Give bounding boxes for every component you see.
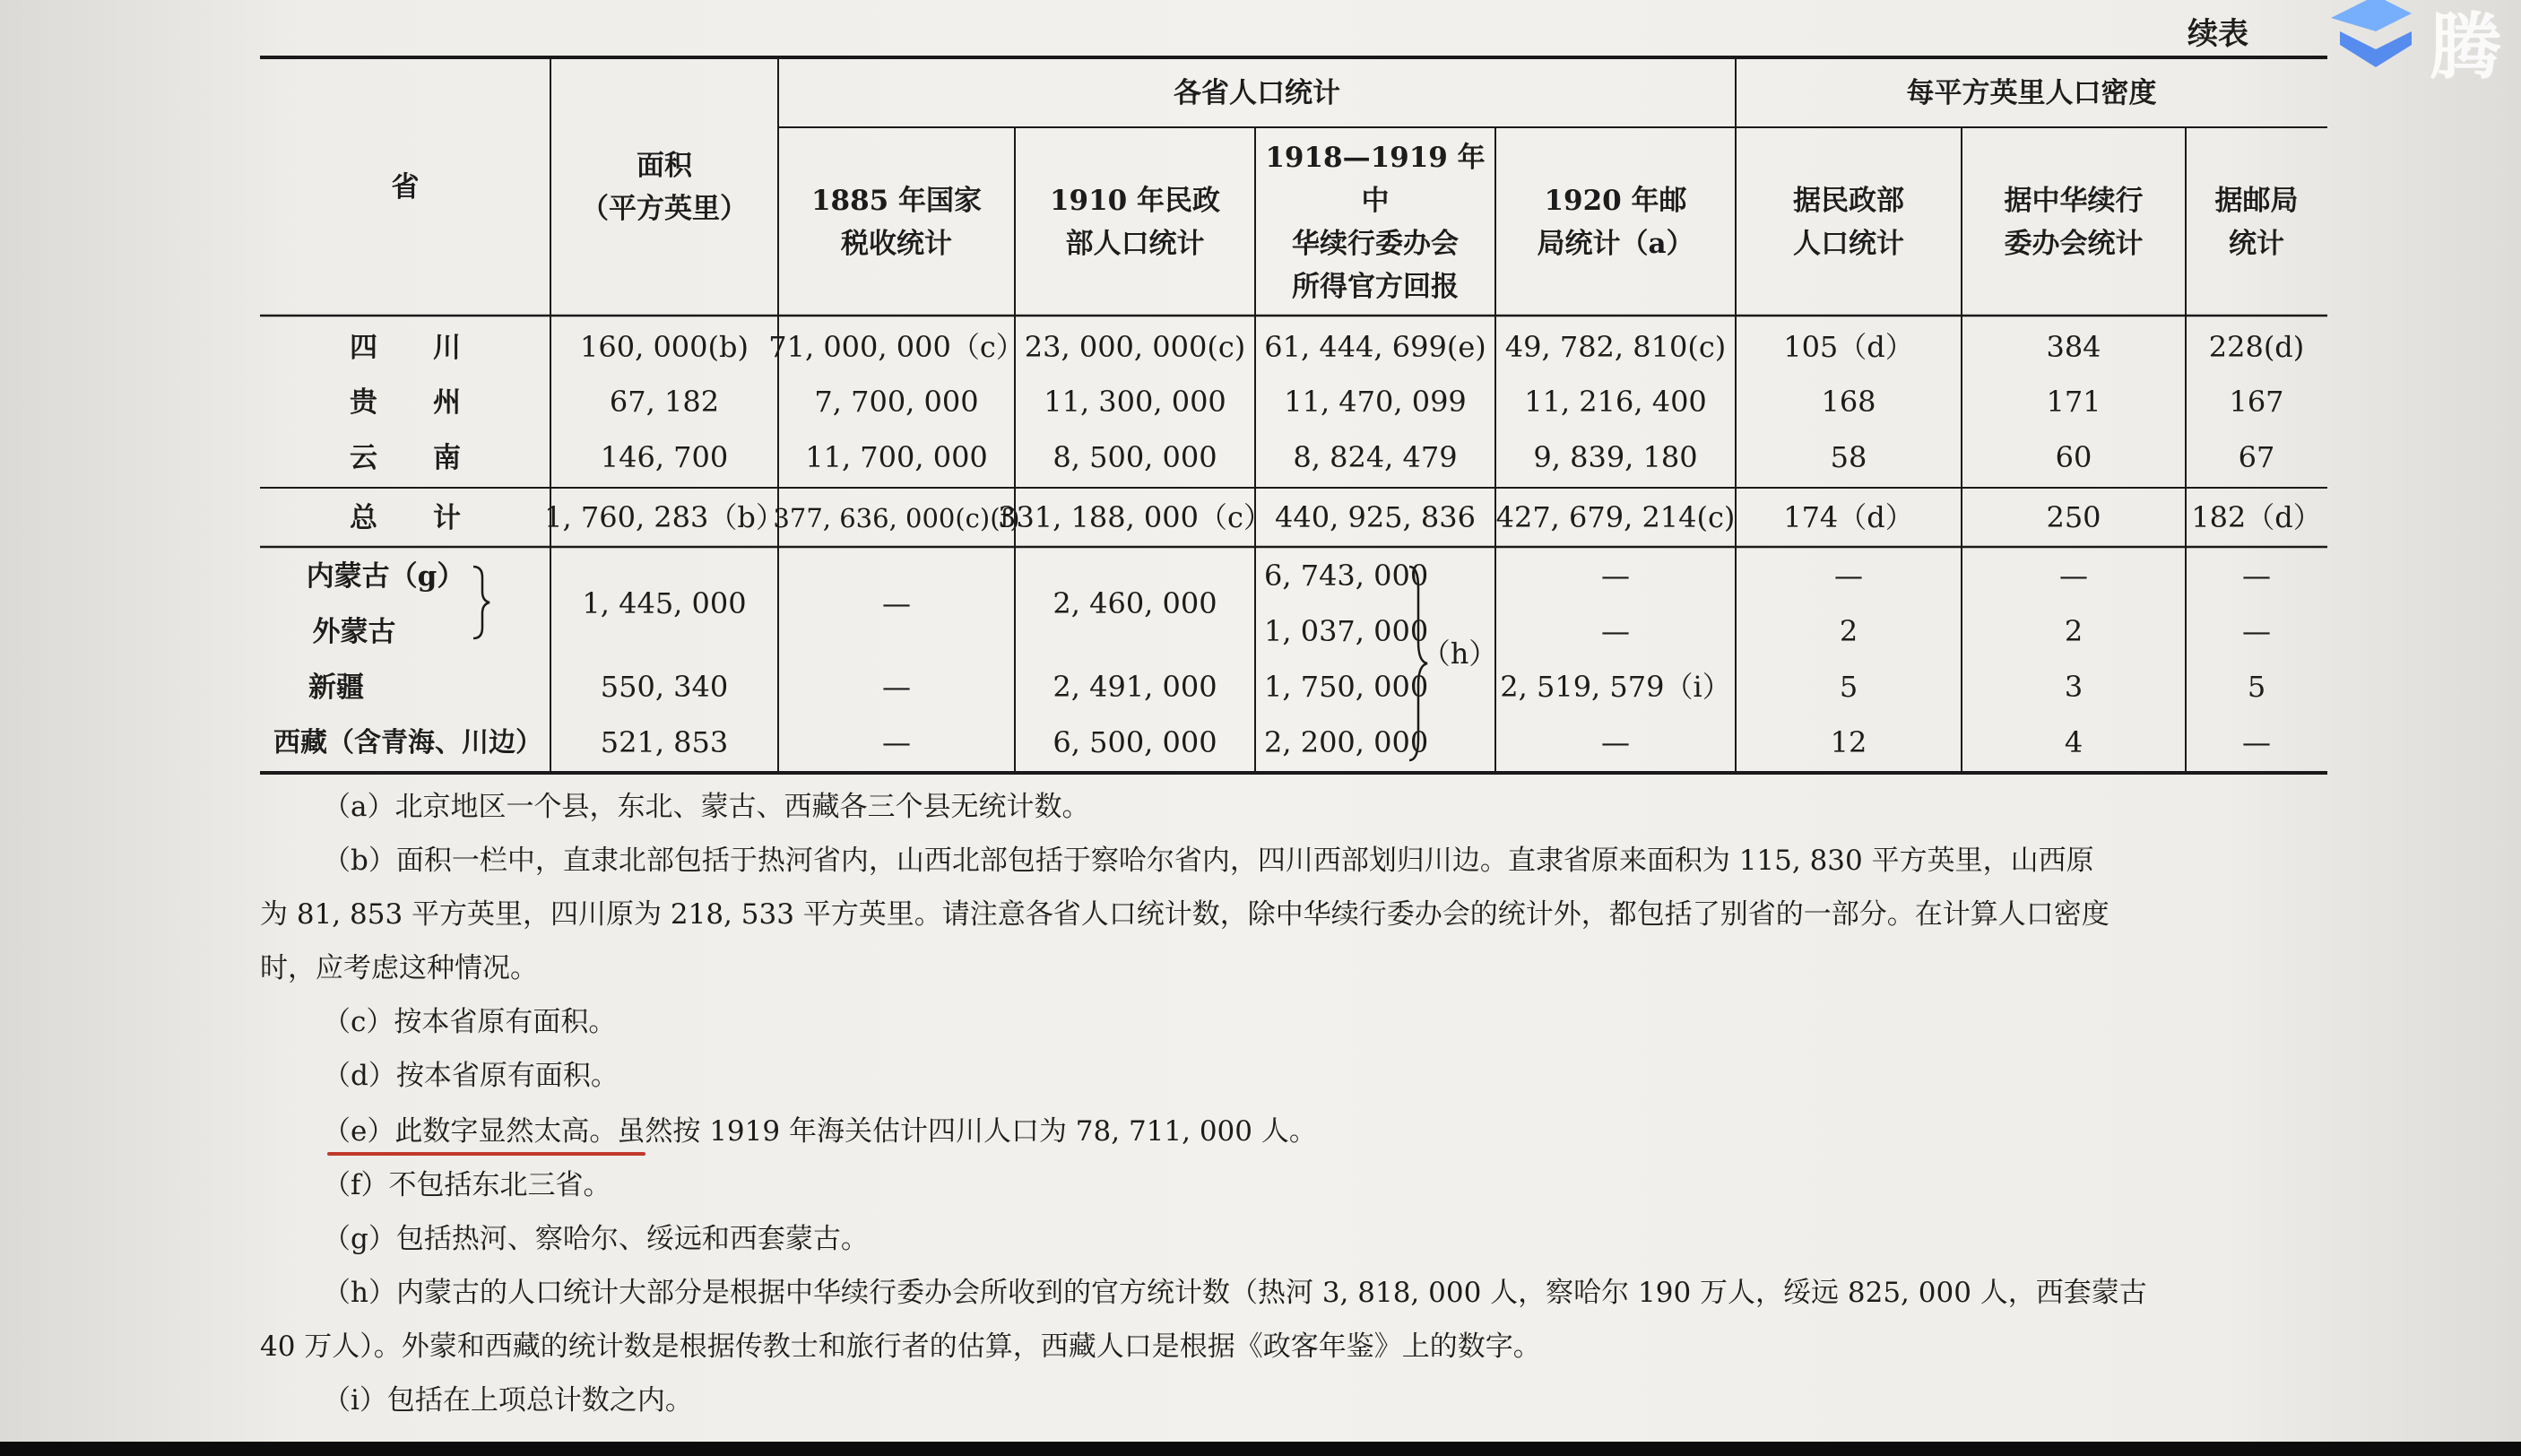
header-pop-1918: 1918—1919 年中 华续行委办会 所得官方回报 <box>1265 141 1486 304</box>
total-pop-1910: 331, 188, 000（c） <box>998 500 1272 535</box>
total-density-1: 174（d） <box>1783 500 1914 535</box>
continuation-label: 续表 <box>2187 16 2248 52</box>
total-pop-1918: 440, 925, 836 <box>1275 500 1476 535</box>
total-pop-1920: 427, 679, 214(c) <box>1495 500 1736 535</box>
row-density-3: 228(d) <box>2208 330 2305 365</box>
row-density-1: 105（d） <box>1783 330 1914 365</box>
row-density-1: 168 <box>1821 385 1876 420</box>
row-density-2: — <box>2059 559 2088 594</box>
note-e: （e）此数字显然太高。虽然按 1919 年海关估计四川人口为 78, 711, 000 人。 <box>323 1115 1317 1148</box>
total-area: 1, 760, 283（b） <box>544 500 784 535</box>
bracket-h-label: （h） <box>1421 637 1498 672</box>
note-b-line3: 时，应考虑这种情况。 <box>260 952 538 984</box>
row-province: 云 南 <box>350 441 461 474</box>
row-density-1: 5 <box>1839 670 1858 705</box>
header-area: 面积 （平方英里） <box>581 149 748 225</box>
header-pop-1910: 1910 年民政 部人口统计 <box>1049 184 1221 260</box>
row-pop-1918: 8, 824, 479 <box>1293 440 1458 475</box>
row-density-3: — <box>2242 725 2271 760</box>
row-pop-1920: — <box>1601 614 1630 649</box>
header-density-continuation: 据中华续行 委办会统计 <box>2004 184 2144 260</box>
total-density-3: 182（d） <box>2191 500 2322 535</box>
row-area: 521, 853 <box>600 725 729 760</box>
row-pop-1910: 23, 000, 000(c) <box>1024 330 1246 365</box>
row-density-3: 5 <box>2247 670 2266 705</box>
note-b-line2: 为 81, 853 平方英里，四川原为 218, 533 平方英里。请注意各省人口统计数，除中华续行委办会的统计外，都包括了别省的一部分。在计算人口密度 <box>260 898 2109 931</box>
bottom-bar <box>0 1442 2521 1456</box>
row-density-1: 58 <box>1830 440 1867 475</box>
row-pop-1910: 6, 500, 000 <box>1053 725 1217 760</box>
note-g: （g）包括热河、察哈尔、绥远和西套蒙古。 <box>323 1223 869 1255</box>
row-province: 新疆 <box>308 671 364 704</box>
row-area: 146, 700 <box>600 440 729 475</box>
total-label: 总 计 <box>350 501 461 534</box>
row-density-3: 67 <box>2238 440 2275 475</box>
mongolia-pop-1885: — <box>882 586 911 621</box>
row-pop-1920: 11, 216, 400 <box>1524 385 1707 420</box>
watermark-text: 腾 <box>2430 5 2501 89</box>
row-density-2: 2 <box>2064 614 2084 649</box>
row-density-3: 167 <box>2229 385 2284 420</box>
row-density-2: 384 <box>2046 330 2101 365</box>
app-logo-icon <box>2322 0 2430 72</box>
row-province: 外蒙古 <box>312 615 396 648</box>
note-h-line2: 40 万人）。外蒙和西藏的统计数是根据传教士和旅行者的估算，西藏人口是根据《政客年鉴》上的数字。 <box>260 1330 1541 1363</box>
mongolia-brace <box>473 567 489 638</box>
row-density-1: 12 <box>1830 725 1867 760</box>
population-table <box>260 56 2327 778</box>
header-pop-1920: 1920 年邮 局统计（a） <box>1537 184 1694 260</box>
header-population-group: 各省人口统计 <box>1174 76 1340 109</box>
total-density-2: 250 <box>2046 500 2101 535</box>
note-c: （c）按本省原有面积。 <box>323 1006 617 1038</box>
row-density-2: 171 <box>2046 385 2101 420</box>
row-pop-1920: 9, 839, 180 <box>1533 440 1698 475</box>
header-density-ministry: 据民政部 人口统计 <box>1793 184 1904 260</box>
row-pop-1885: 7, 700, 000 <box>814 385 979 420</box>
row-pop-1885: 71, 000, 000（c） <box>768 330 1025 365</box>
row-density-2: 3 <box>2064 670 2084 705</box>
note-i: （i）包括在上项总计数之内。 <box>323 1384 693 1417</box>
row-province: 贵 州 <box>350 386 461 419</box>
row-pop-1885: — <box>882 670 911 705</box>
mongolia-pop-1910: 2, 460, 000 <box>1053 586 1217 621</box>
row-pop-1920: 2, 519, 579（i） <box>1500 670 1731 705</box>
note-a: （a）北京地区一个县，东北、蒙古、西藏各三个县无统计数。 <box>323 791 1090 823</box>
row-pop-1918: 2, 200, 000 <box>1264 725 1429 760</box>
row-density-2: 4 <box>2064 725 2084 760</box>
total-pop-1885: 377, 636, 000(c)(f) <box>773 502 1020 533</box>
note-h-line1: （h）内蒙古的人口统计大部分是根据中华续行委办会所收到的官方统计数（热河 3, 818, 000 人，察哈尔 190 万人，绥远 825, 000 人，西套蒙古 <box>323 1277 2147 1309</box>
row-pop-1920: 49, 782, 810(c) <box>1504 330 1727 365</box>
row-density-2: 60 <box>2055 440 2092 475</box>
row-area: 550, 340 <box>600 670 729 705</box>
row-area: 160, 000(b) <box>580 330 749 365</box>
row-pop-1910: 2, 491, 000 <box>1053 670 1217 705</box>
mongolia-area: 1, 445, 000 <box>582 586 747 621</box>
header-province: 省 <box>391 170 420 204</box>
row-pop-1918: 6, 743, 000 <box>1264 559 1429 594</box>
row-province: 西藏（含青海、川边） <box>273 726 542 758</box>
header-density-group: 每平方英里人口密度 <box>1906 76 2157 109</box>
row-density-3: — <box>2242 614 2271 649</box>
row-pop-1885: — <box>882 725 911 760</box>
row-pop-1918: 11, 470, 099 <box>1284 385 1467 420</box>
row-density-1: 2 <box>1839 614 1858 649</box>
row-province: 内蒙古（g） <box>306 559 465 593</box>
watermark <box>2313 0 2521 89</box>
row-pop-1918: 1, 750, 000 <box>1264 670 1429 705</box>
row-province: 四 川 <box>350 331 461 364</box>
row-pop-1918: 1, 037, 000 <box>1264 614 1429 649</box>
row-density-1: — <box>1834 559 1863 594</box>
row-density-3: — <box>2242 559 2271 594</box>
red-underline-annotation <box>327 1152 645 1156</box>
row-pop-1910: 8, 500, 000 <box>1053 440 1217 475</box>
row-area: 67, 182 <box>609 385 720 420</box>
row-pop-1918: 61, 444, 699(e) <box>1264 330 1486 365</box>
note-f: （f）不包括东北三省。 <box>323 1169 611 1201</box>
row-pop-1885: 11, 700, 000 <box>805 440 988 475</box>
row-pop-1920: — <box>1601 559 1630 594</box>
header-density-post: 据邮局 统计 <box>2214 184 2299 260</box>
note-b-line1: （b）面积一栏中，直隶北部包括于热河省内，山西北部包括于察哈尔省内，四川西部划归川边。直隶省原来面积为 115, 830 平方英里，山西原 <box>323 845 2094 877</box>
header-pop-1885: 1885 年国家 税收统计 <box>810 184 983 260</box>
row-pop-1910: 11, 300, 000 <box>1044 385 1226 420</box>
note-d: （d）按本省原有面积。 <box>323 1060 619 1092</box>
row-pop-1920: — <box>1601 725 1630 760</box>
